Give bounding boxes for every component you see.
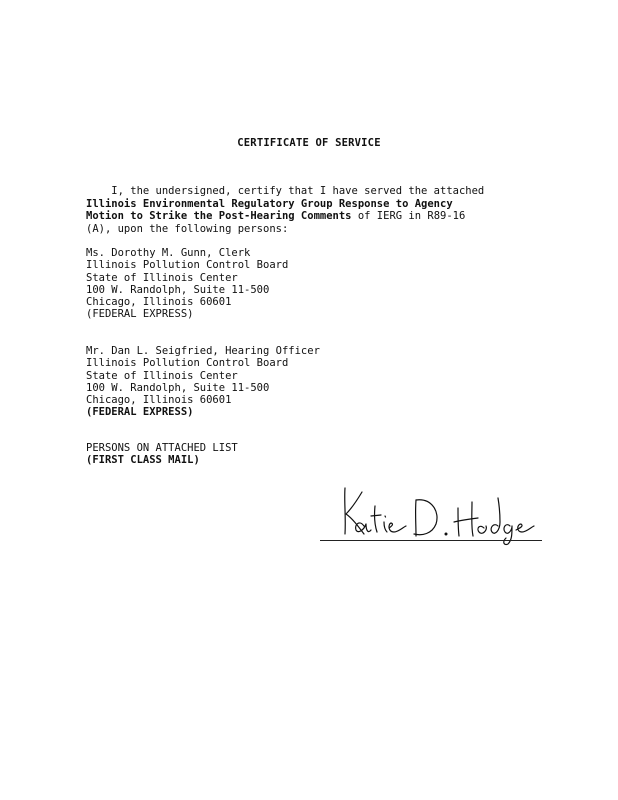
address-line: 100 W. Randolph, Suite 11-500 <box>86 283 270 296</box>
recipient-block-clerk <box>86 247 288 321</box>
address-line: 100 W. Randolph, Suite 11-500 <box>86 381 270 394</box>
address-line: State of Illinois Center <box>86 369 238 382</box>
certification-line: I, the undersigned, certify that I have served the attached <box>86 185 485 197</box>
handwritten-signature <box>318 482 550 546</box>
recipient-block-attached-list <box>86 442 238 467</box>
address-line: Chicago, Illinois 60601 <box>86 394 232 407</box>
address-line: State of Illinois Center <box>86 271 238 284</box>
address-line: Illinois Pollution Control Board <box>86 357 289 370</box>
address-line: Illinois Pollution Control Board <box>86 259 289 272</box>
address-line: Mr. Dan L. Seigfried, Hearing Officer <box>86 345 320 357</box>
recipient-block-hearing-officer <box>86 345 320 419</box>
address-line: PERSONS ON ATTACHED LIST <box>86 442 238 454</box>
certification-line-mixed <box>86 210 556 223</box>
address-line: Chicago, Illinois 60601 <box>86 296 232 309</box>
motion-title-text: Motion to Strike the Post-Hearing Comments <box>86 210 352 222</box>
page-title: CERTIFICATE OF SERVICE <box>237 137 381 149</box>
certification-paragraph <box>86 185 556 235</box>
certification-line-bold: Illinois Environmental Regulatory Group Response to Agency <box>86 197 453 210</box>
delivery-method: (FEDERAL EXPRESS) <box>86 406 194 419</box>
signature-line <box>320 540 542 541</box>
address-line: Ms. Dorothy M. Gunn, Clerk <box>86 247 251 259</box>
motion-suffix-text: of IERG in R89-16 <box>351 210 466 222</box>
delivery-method: (FEDERAL EXPRESS) <box>86 308 194 321</box>
certification-line: (A), upon the following persons: <box>86 222 289 235</box>
delivery-method: (FIRST CLASS MAIL) <box>86 454 200 467</box>
